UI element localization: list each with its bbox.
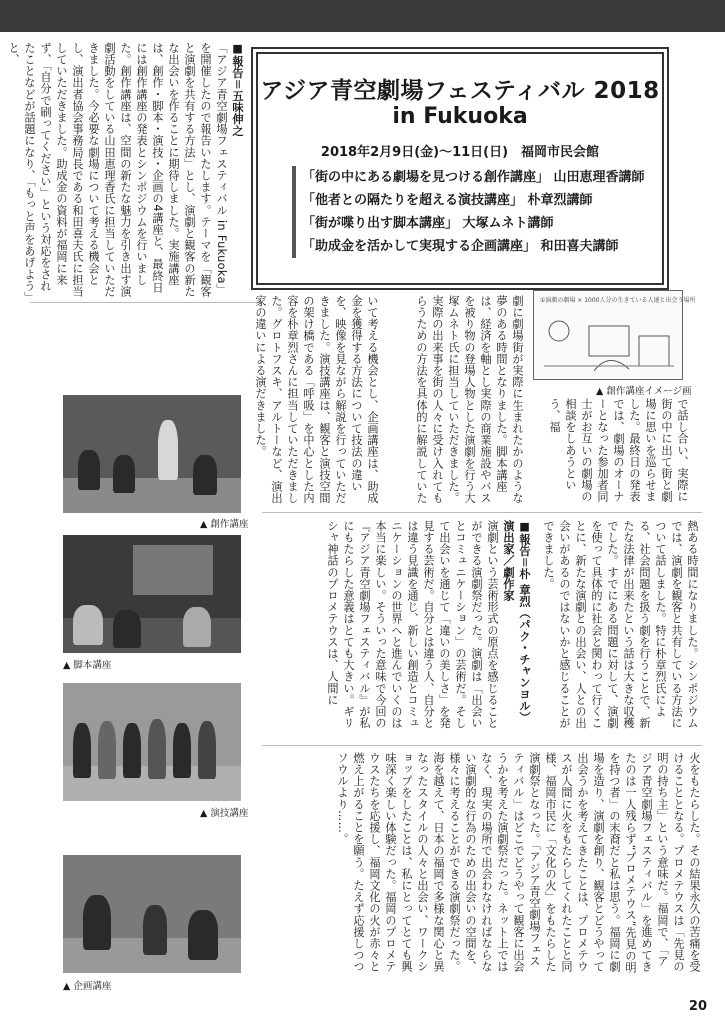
report1-column: [7, 42, 245, 302]
sketch-caption: ▲ 創作講座イメージ画: [596, 386, 692, 397]
lecture-item: 「街が喋り出す脚本講座」 大塚ムネト講師: [302, 216, 554, 231]
horizontal-divider: [262, 745, 702, 746]
acting-lecture-photo: [63, 683, 241, 801]
lecture-item: 「助成金を活かして実現する企画講座」 和田喜夫講師: [302, 239, 619, 254]
column-4-text: で話し合い、実際に街の中に出て街と劇場に思いを巡らせました。最終日の発表では、劇場のオーナーとなった参加者同士がお互いの劇場の相談をしあうという、福: [548, 398, 689, 503]
report2-body: 演劇という芸術形式の原点を感じることができる演劇祭だった。演劇は「出会いとコミュニケーション」の芸術だ。そして出会いを通じて「違いの美しさ」を発見する芸術だ。自分とは違う人、自分とは違う見識を通じ、新しい創造とコミュニケーションの世界へと進んでいくのは本当に楽しい。そういった意味で今回の『アジア青空劇場フェスティバル』が私にもたらした意義はとても大きい。ギリシャ神話のプロメテウスは、人間に: [326, 520, 499, 729]
festival-title-box: [256, 52, 664, 285]
sketch-label: ①演劇の劇場 × 1000人分の生きている人達と出会う場所: [540, 297, 696, 304]
script-lecture-photo: [63, 535, 241, 653]
report1-body: 「アジア青空劇場フェスティバル in Fukuoka」を開催したので報告いたします。テーマを「観客と演劇を共有する方法」とし、演劇と観客の新たな出会いを作ることに期待しました。実施講座は、創作・脚本・演技・企画の4講座と、最終日には創作講座の発表とシンポジウムを行いました。創作講座は、空間の新たな魅力を引き出す演劇活動をしている山田恵理香氏に担当していただきました。今必要な劇場について考える機会とし、演出者協会事務局長である和田喜夫氏に担当していただきました。助成金の資料が福岡に来ず、「自分で刷ってください」という対応をされたことなどが話題になり、「もっと声をあげよう」と、: [7, 42, 228, 298]
horizontal-divider: [30, 302, 260, 303]
creative-lecture-photo: [63, 395, 241, 513]
column-3-text: 劇に劇場街が実際に生まれたかのような夢のある時間となりました。脚本講座は、経済を軸とし実際の商業施設やバスを被り物の登場人物とした演劇を行う大塚ムネト氏に担当していただきました。実際の出来事を街の人々に受け入れてもらうための方法を具体的に解説していた: [415, 295, 524, 504]
body-column-7: [262, 752, 702, 977]
lecture-list: [292, 166, 645, 258]
column-7-text: 火をもたらした。その結果永久の苦痛を受けることとなる。プロメテウスは「先見の明の持ち主」という意味だ。福岡で、「アジア青空劇場フェスティバル」を進めてきたのは一人残らず“プロメテウス”先見の明を持つ者」の末裔だと私は思う。福岡に劇場を造り、演劇を創り、観客とどうやって出会うかを考えてきたことは、プロメテウスが人間に火をもたらしてくれたことと同様、福岡市民に「文化の火」をもたらした演劇祭となった。「アジア青空劇場フェスティバル」はどこでどうやって観客に出会うかを考えた演劇祭だった。ネット上ではなく、現実の場所で出会わなければならない演劇的な行為のための出会いの空間を、様々に考えることができる演劇祭だった。海を越えて、日本の福岡で多様な関心と異なったスタイルの人々と出会い、ワークショップをしたことは、私にとってとても興味深く楽しい体験だった。福岡のプロメテウスたちを応援し、福岡文化の火が赤々と燃え上がることを願う。たえず応援しつつソウルより……。: [336, 752, 701, 974]
report1-heading: ■報告＝五味伸之: [231, 42, 244, 137]
body-column-2: [254, 295, 380, 510]
lecture-item: 「街の中にある劇場を見つける創作講座」 山田恵理香講師: [302, 170, 645, 185]
report2-heading: ■報告＝朴 章烈（パク・チャンヨル）: [518, 520, 531, 724]
report2-column: [262, 520, 532, 735]
photo-caption: ▲ 創作講座: [200, 519, 249, 530]
creative-lecture-sketch: [533, 290, 696, 380]
festival-subtitle: in Fukuoka: [392, 104, 528, 129]
photo-caption: ▲ 演技講座: [200, 808, 249, 819]
body-column-3: [395, 295, 525, 510]
planning-lecture-photo: [63, 855, 241, 973]
report2-role: 演出家／劇作家: [502, 520, 515, 602]
column-5-text: 熱ある時間になりました。シンポジウムでは、演劇を観客と共有している方法について話しました。特に朴章烈氏による、社会問題を扱う劇を行うことで、新たな法律が出来たという話は大きな収穫でした。すでにある問題に対して、演劇を使って具体的に社会と関わって行くことに、新たな演劇との出会い、人との出会いがあるのではないかと感じることができました。: [542, 520, 699, 729]
horizontal-divider: [262, 512, 702, 513]
festival-title: アジア青空劇場フェスティバル 2018: [260, 78, 660, 104]
body-column-5: [540, 520, 700, 735]
sketch-drawing: [534, 291, 684, 381]
photo-caption: ▲ 脚本講座: [63, 660, 112, 671]
top-bar: [0, 0, 725, 32]
page-number: 20: [688, 999, 707, 1014]
lecture-item: 「他者との隔たりを超える演技講座」 朴章烈講師: [302, 193, 593, 208]
festival-dates: 2018年2月9日(金)〜11日(日) 福岡市民会館: [320, 145, 600, 160]
column-2-text: いて考える機会とし、企画講座は、助成金を獲得する方法について技法の違いを、映像を見ながら解説を行っていただきました。演技講座は、観客と演技空間の架け橋である「呼吸」を中心とした内容を朴章烈さんに担当していただきました。グロトフスキ、アルトーなど、演出家の違いによる演だきました。: [254, 295, 379, 504]
body-column-4: [530, 398, 690, 510]
photo-caption: ▲ 企画講座: [63, 981, 112, 992]
